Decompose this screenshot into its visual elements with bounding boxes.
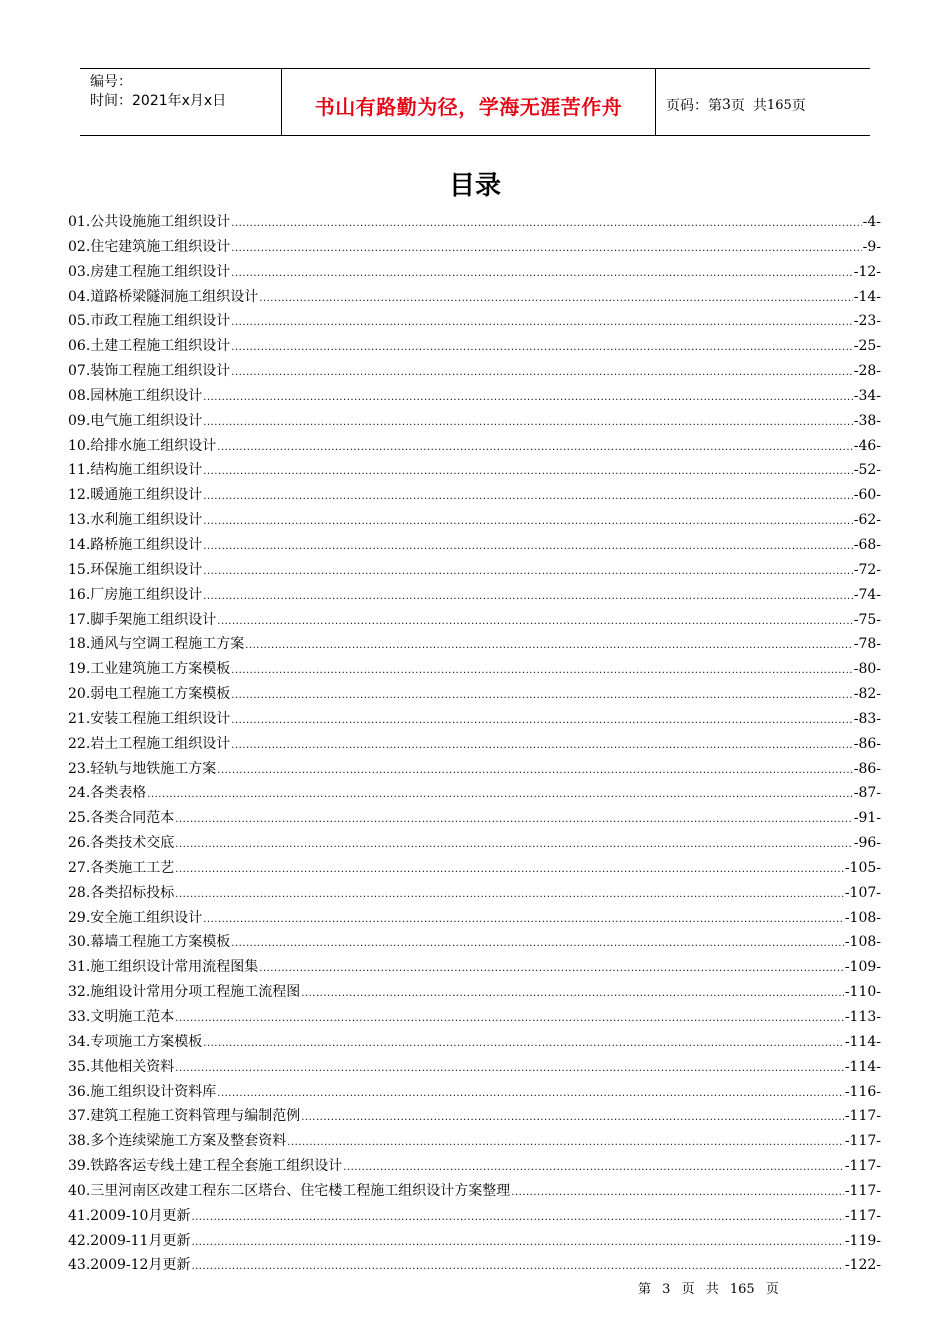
footer-page-word: 第 bbox=[638, 1282, 652, 1297]
toc-entry-page: -25- bbox=[853, 338, 881, 355]
toc-dot-leader bbox=[245, 634, 852, 659]
toc-entry-page: -109- bbox=[844, 959, 881, 976]
toc-entry-number: 01. bbox=[68, 214, 91, 230]
toc-entry[interactable] bbox=[68, 1080, 881, 1105]
page-info-total-label: 共 bbox=[752, 98, 767, 114]
toc-entry-label: 三里河南区改建工程东二区塔台、住宅楼工程施工组织设计方案整理 bbox=[90, 1182, 511, 1199]
toc-entry-page: -114- bbox=[844, 1058, 881, 1075]
toc-entry-label: 路桥施工组织设计 bbox=[90, 536, 203, 553]
toc-dot-leader bbox=[231, 336, 852, 361]
page-info-end: 页 bbox=[791, 98, 806, 114]
toc-dot-leader bbox=[203, 460, 852, 485]
toc-entry-number: 35. bbox=[68, 1058, 91, 1075]
toc-entry-label: 脚手架施工组织设计 bbox=[90, 611, 217, 628]
toc-entry-number: 20. bbox=[68, 686, 91, 703]
toc-dot-leader bbox=[231, 734, 852, 759]
toc-entry-number: 38. bbox=[68, 1133, 91, 1150]
toc-entry-label: 各类合同范本 bbox=[90, 810, 175, 827]
toc-entry-number: 14. bbox=[68, 536, 91, 553]
toc-entry-number: 31. bbox=[68, 959, 91, 976]
toc-entry[interactable] bbox=[68, 384, 881, 409]
toc-dot-leader bbox=[175, 833, 852, 858]
toc-dot-leader bbox=[301, 1106, 844, 1131]
toc-entry-page: -46- bbox=[853, 437, 881, 454]
toc-entry[interactable] bbox=[68, 359, 881, 384]
toc-entry-page: -83- bbox=[853, 710, 881, 727]
toc-entry-page: -122- bbox=[844, 1257, 881, 1274]
toc-entry-label: 住宅建筑施工组织设计 bbox=[90, 238, 231, 255]
toc-entry-label: 公共设施施工组织设计 bbox=[90, 214, 231, 230]
toc-entry[interactable] bbox=[68, 1104, 881, 1129]
toc-entry-number: 13. bbox=[68, 512, 91, 529]
toc-dot-leader bbox=[175, 858, 844, 883]
toc-entry-page: -52- bbox=[853, 462, 881, 479]
toc-entry[interactable] bbox=[68, 260, 881, 285]
header-meta-cell bbox=[80, 69, 282, 135]
toc-entry-page: -75- bbox=[853, 611, 881, 628]
toc-entry-number: 16. bbox=[68, 586, 91, 603]
toc-dot-leader bbox=[231, 311, 852, 336]
toc-entry[interactable] bbox=[68, 856, 881, 881]
toc-dot-leader bbox=[203, 510, 852, 535]
toc-dot-leader bbox=[231, 237, 861, 262]
footer-total-word: 共 bbox=[705, 1282, 719, 1297]
toc-entry-number: 11. bbox=[68, 462, 91, 479]
toc-entry-page: -28- bbox=[853, 363, 881, 380]
toc-entry[interactable] bbox=[68, 1229, 881, 1254]
toc-entry-label: 安全施工组织设计 bbox=[90, 909, 203, 926]
toc-entry-label: 各类招标投标 bbox=[90, 884, 175, 901]
toc-entry-number: 32. bbox=[68, 984, 91, 1001]
toc-dot-leader bbox=[203, 908, 844, 933]
toc-entry[interactable] bbox=[68, 682, 881, 707]
toc-entry-page: -23- bbox=[853, 313, 881, 330]
toc-entry[interactable] bbox=[68, 707, 881, 732]
toc-dot-leader bbox=[217, 1082, 844, 1107]
toc-entry[interactable] bbox=[68, 831, 881, 856]
toc-entry-label: 铁路客运专线土建工程全套施工组织设计 bbox=[90, 1158, 343, 1175]
toc-dot-leader bbox=[203, 535, 852, 560]
toc-entry[interactable] bbox=[68, 409, 881, 434]
toc-entry-page: -34- bbox=[853, 387, 881, 404]
toc-entry-page: -87- bbox=[853, 785, 881, 802]
toc-entry-label: 建筑工程施工资料管理与编制范例 bbox=[90, 1108, 301, 1125]
toc-entry-label: 2009-10月更新 bbox=[90, 1207, 191, 1224]
toc-entry-number: 03. bbox=[68, 263, 91, 280]
toc-dot-leader bbox=[231, 684, 852, 709]
toc-entry-number: 10. bbox=[68, 437, 91, 454]
toc-entry-number: 39. bbox=[68, 1158, 91, 1175]
toc-entry-label: 施组设计常用分项工程施工流程图 bbox=[90, 984, 301, 1001]
toc-entry[interactable] bbox=[68, 1204, 881, 1229]
motto-text: 书山有路勤为径，学海无涯苦作舟 bbox=[314, 94, 623, 119]
toc-entry-number: 28. bbox=[68, 884, 91, 901]
toc-entry-label: 结构施工组织设计 bbox=[90, 462, 203, 479]
toc-entry-label: 施工组织设计资料库 bbox=[90, 1083, 217, 1100]
toc-dot-leader bbox=[259, 287, 852, 312]
toc-dot-leader bbox=[217, 610, 852, 635]
toc-entry-label: 施工组织设计常用流程图集 bbox=[90, 959, 259, 976]
toc-dot-leader bbox=[191, 1255, 843, 1280]
toc-entry-number: 42. bbox=[68, 1232, 91, 1249]
toc-entry-page: -68- bbox=[853, 536, 881, 553]
toc-entry-page: -116- bbox=[844, 1083, 881, 1100]
toc-entry-page: -14- bbox=[853, 288, 881, 305]
toc-dot-leader bbox=[231, 262, 852, 287]
toc-entry-page: -80- bbox=[853, 661, 881, 678]
toc-entry-label: 房建工程施工组织设计 bbox=[90, 263, 231, 280]
toc-entry-page: -60- bbox=[853, 487, 881, 504]
toc-entry-label: 电气施工组织设计 bbox=[90, 412, 203, 429]
toc-entry-page: -91- bbox=[853, 810, 881, 827]
toc-dot-leader bbox=[175, 883, 844, 908]
toc-entry-page: -74- bbox=[853, 586, 881, 603]
toc-entry-number: 26. bbox=[68, 835, 91, 852]
toc-entry-label: 各类技术交底 bbox=[90, 835, 175, 852]
toc-entry-page: -4- bbox=[862, 214, 881, 230]
toc-entry-label: 暖通施工组织设计 bbox=[90, 487, 203, 504]
toc-dot-leader bbox=[287, 1131, 844, 1156]
toc-entry[interactable] bbox=[68, 235, 881, 260]
toc-dot-leader bbox=[231, 212, 861, 237]
toc-entry[interactable] bbox=[68, 434, 881, 459]
toc-dot-leader bbox=[147, 783, 852, 808]
toc-dot-leader bbox=[231, 932, 844, 957]
toc-entry-page: -117- bbox=[844, 1158, 881, 1175]
toc-entry[interactable] bbox=[68, 881, 881, 906]
toc-dot-leader bbox=[217, 759, 852, 784]
toc-entry[interactable] bbox=[68, 508, 881, 533]
footer-page-unit: 页 bbox=[681, 1282, 695, 1297]
toc-entry[interactable] bbox=[68, 1129, 881, 1154]
toc-entry-number: 23. bbox=[68, 760, 91, 777]
toc-entry[interactable] bbox=[68, 806, 881, 831]
toc-entry-page: -12- bbox=[853, 263, 881, 280]
toc-entry-label: 装饰工程施工组织设计 bbox=[90, 363, 231, 380]
footer-total-pages: 165 bbox=[729, 1282, 755, 1297]
toc-entry-number: 02. bbox=[68, 238, 91, 255]
toc-entry-label: 环保施工组织设计 bbox=[90, 561, 203, 578]
page-info-label: 页码：第 bbox=[666, 98, 722, 114]
toc-entry-label: 通风与空调工程施工方案 bbox=[90, 636, 245, 653]
toc-entry-label: 园林施工组织设计 bbox=[90, 387, 203, 404]
toc-entry-number: 08. bbox=[68, 387, 91, 404]
toc-dot-leader bbox=[301, 982, 844, 1007]
toc-entry-page: -117- bbox=[844, 1207, 881, 1224]
toc-entry-label: 工业建筑施工方案模板 bbox=[90, 661, 231, 678]
toc-entry-page: -82- bbox=[853, 686, 881, 703]
toc-entry[interactable] bbox=[68, 906, 881, 931]
serial-label: 编号： bbox=[90, 74, 132, 90]
toc-entry[interactable] bbox=[68, 980, 881, 1005]
toc-entry-label: 弱电工程施工方案模板 bbox=[90, 686, 231, 703]
toc-entry-label: 轻轨与地铁施工方案 bbox=[90, 760, 217, 777]
toc-entry[interactable] bbox=[68, 210, 881, 235]
toc-entry-label: 2009-11月更新 bbox=[90, 1232, 191, 1249]
toc-entry[interactable] bbox=[68, 558, 881, 583]
date-label: 时间：2021年x月x日 bbox=[90, 93, 227, 109]
toc-entry[interactable] bbox=[68, 657, 881, 682]
toc-entry-page: -117- bbox=[844, 1182, 881, 1199]
toc-entry-label: 多个连续梁施工方案及整套资料 bbox=[90, 1133, 287, 1150]
page-info-current: 3 bbox=[722, 97, 731, 113]
toc-entry-label: 各类施工工艺 bbox=[90, 859, 175, 876]
toc-entry-page: -108- bbox=[844, 909, 881, 926]
header-page-cell bbox=[656, 69, 870, 135]
toc-entry-label: 文明施工范本 bbox=[90, 1009, 175, 1025]
toc-entry-label: 岩土工程施工组织设计 bbox=[90, 735, 231, 752]
toc-entry-page: -72- bbox=[853, 561, 881, 578]
toc-entry-number: 24. bbox=[68, 785, 91, 802]
toc-entry-page: -117- bbox=[844, 1108, 881, 1125]
page-info-mid: 页 bbox=[730, 98, 745, 114]
toc-entry-number: 09. bbox=[68, 412, 91, 429]
toc-entry-page: -107- bbox=[844, 884, 881, 901]
toc-entry-number: 22. bbox=[68, 735, 91, 752]
toc-entry-page: -86- bbox=[853, 735, 881, 752]
page-footer bbox=[638, 1281, 786, 1299]
toc-entry-page: -119- bbox=[844, 1232, 881, 1249]
toc-entry[interactable] bbox=[68, 608, 881, 633]
toc-entry-label: 2009-12月更新 bbox=[90, 1257, 191, 1274]
toc-entry[interactable] bbox=[68, 334, 881, 359]
toc-entry-number: 27. bbox=[68, 859, 91, 876]
toc-entry[interactable] bbox=[68, 1005, 881, 1030]
toc-entry-page: -114- bbox=[844, 1033, 881, 1050]
toc-entry-page: -108- bbox=[844, 934, 881, 951]
toc-entry-label: 市政工程施工组织设计 bbox=[90, 313, 231, 330]
toc-entry[interactable] bbox=[68, 1179, 881, 1204]
toc-entry-label: 幕墙工程施工方案模板 bbox=[90, 934, 231, 951]
toc-entry-number: 40. bbox=[68, 1182, 91, 1199]
toc-entry[interactable] bbox=[68, 1030, 881, 1055]
toc-entry[interactable] bbox=[68, 632, 881, 657]
toc-entry-label: 给排水施工组织设计 bbox=[90, 437, 217, 454]
toc-entry-number: 41. bbox=[68, 1207, 91, 1224]
toc-entry-number: 37. bbox=[68, 1108, 91, 1125]
page-title: 目录 bbox=[448, 171, 501, 201]
toc-entry-number: 05. bbox=[68, 313, 91, 330]
header-motto-cell bbox=[282, 69, 656, 135]
toc-entry[interactable] bbox=[68, 458, 881, 483]
toc-entry-number: 17. bbox=[68, 611, 91, 628]
toc-entry[interactable] bbox=[68, 1154, 881, 1179]
footer-current-page: 3 bbox=[662, 1282, 671, 1297]
toc-dot-leader bbox=[343, 1156, 844, 1181]
toc-entry-label: 水利施工组织设计 bbox=[90, 512, 203, 529]
toc-entry-number: 04. bbox=[68, 288, 91, 305]
toc-entry[interactable] bbox=[68, 583, 881, 608]
toc-entry-number: 29. bbox=[68, 909, 91, 926]
toc-entry-page: -105- bbox=[844, 859, 881, 876]
toc-entry-number: 19. bbox=[68, 661, 91, 678]
page-header bbox=[80, 68, 870, 136]
toc-dot-leader bbox=[203, 485, 852, 510]
toc-entry-number: 25. bbox=[68, 810, 91, 827]
toc-entry-number: 18. bbox=[68, 636, 91, 653]
toc-entry[interactable] bbox=[68, 285, 881, 310]
table-of-contents bbox=[68, 210, 881, 1278]
toc-entry-page: -38- bbox=[853, 412, 881, 429]
toc-entry-page: -86- bbox=[853, 760, 881, 777]
toc-entry-page: -78- bbox=[853, 636, 881, 653]
toc-entry-page: -62- bbox=[853, 512, 881, 529]
toc-dot-leader bbox=[203, 1032, 844, 1057]
toc-entry[interactable] bbox=[68, 483, 881, 508]
toc-dot-leader bbox=[511, 1181, 844, 1206]
toc-dot-leader bbox=[231, 361, 852, 386]
toc-entry[interactable] bbox=[68, 732, 881, 757]
toc-entry[interactable] bbox=[68, 757, 881, 782]
toc-entry-label: 安装工程施工组织设计 bbox=[90, 710, 231, 727]
footer-end: 页 bbox=[765, 1282, 779, 1297]
toc-entry-number: 34. bbox=[68, 1033, 91, 1050]
toc-dot-leader bbox=[203, 386, 852, 411]
toc-entry[interactable] bbox=[68, 781, 881, 806]
toc-entry-page: -9- bbox=[862, 238, 881, 255]
toc-dot-leader bbox=[191, 1231, 843, 1256]
toc-dot-leader bbox=[175, 808, 852, 833]
toc-entry-label: 厂房施工组织设计 bbox=[90, 586, 203, 603]
toc-entry-label: 各类表格 bbox=[90, 785, 147, 802]
toc-entry[interactable] bbox=[68, 1253, 881, 1278]
toc-entry-label: 土建工程施工组织设计 bbox=[90, 338, 231, 355]
page-info-total: 165 bbox=[766, 97, 792, 113]
toc-entry[interactable] bbox=[68, 533, 881, 558]
toc-dot-leader bbox=[231, 659, 852, 684]
toc-entry-number: 06. bbox=[68, 338, 91, 355]
toc-dot-leader bbox=[191, 1206, 843, 1231]
toc-dot-leader bbox=[203, 585, 852, 610]
toc-dot-leader bbox=[217, 436, 852, 461]
toc-entry-number: 15. bbox=[68, 561, 91, 578]
toc-entry-page: -110- bbox=[844, 984, 881, 1001]
toc-entry-page: -113- bbox=[844, 1009, 881, 1025]
toc-dot-leader bbox=[231, 709, 852, 734]
toc-entry-number: 07. bbox=[68, 363, 91, 380]
toc-dot-leader bbox=[203, 411, 852, 436]
toc-entry-number: 21. bbox=[68, 710, 91, 727]
toc-entry-number: 43. bbox=[68, 1257, 91, 1274]
toc-dot-leader bbox=[175, 1057, 844, 1082]
toc-entry-number: 33. bbox=[68, 1009, 91, 1025]
toc-entry[interactable] bbox=[68, 930, 881, 955]
toc-entry-label: 其他相关资料 bbox=[90, 1058, 175, 1075]
toc-entry[interactable] bbox=[68, 1055, 881, 1080]
toc-entry-page: -96- bbox=[853, 835, 881, 852]
toc-entry-label: 专项施工方案模板 bbox=[90, 1033, 203, 1050]
toc-dot-leader bbox=[175, 1007, 844, 1032]
toc-entry-page: -117- bbox=[844, 1133, 881, 1150]
toc-entry[interactable] bbox=[68, 309, 881, 334]
toc-dot-leader bbox=[203, 560, 852, 585]
toc-entry[interactable] bbox=[68, 955, 881, 980]
toc-entry-label: 道路桥梁隧洞施工组织设计 bbox=[90, 288, 259, 305]
toc-entry-number: 12. bbox=[68, 487, 91, 504]
toc-entry-number: 36. bbox=[68, 1083, 91, 1100]
toc-entry-number: 30. bbox=[68, 934, 91, 951]
toc-dot-leader bbox=[259, 957, 844, 982]
